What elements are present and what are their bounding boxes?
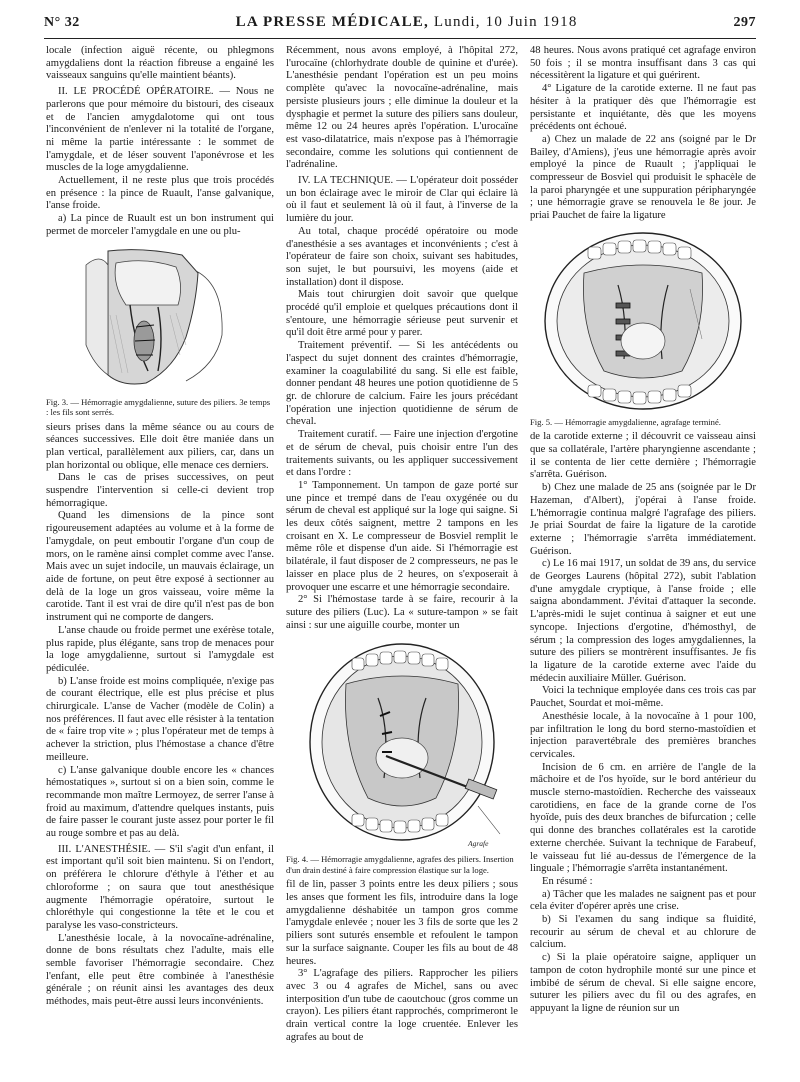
- paragraph: Voici la technique employée dans ces trois cas par Pauchet, Sourdat et moi-même.: [530, 685, 756, 710]
- paragraph: c) Le 16 mai 1917, un soldat de 39 ans, du service de Georges Laurens (hôpital 272), subit l'ablation d'une amygdale cryptique, à l'anse froide ; elle saigna abondamment. J'évitai d'attaquer la seconde. L'après-midi le sujet continua à saigner et eut une syncope. Injections d'ergotine, d'hémosthyl, de sérum ; la compression des loges amygdaliennes, la suture des piliers se montrèrent insuffisantes. Je fis la ligature de la carotide externe avec l'aide du médecin auxiliaire Müller. Guérison.: [530, 558, 756, 684]
- paragraph: Anesthésie locale, à la novocaïne à 1 pour 100, par infiltration le long du bord sterno-mastoïdien et injection paravertébrale des premières branches cervicales.: [530, 710, 756, 760]
- header-rule: [44, 38, 756, 39]
- paragraph: de la carotide externe ; il découvrit ce vaisseau ainsi que sa collatérale, l'artère pharyngienne ascendante ; il se contenta de lier cette dernière ; l'hémorragie s'arrêta. Guérison.: [530, 431, 756, 481]
- paragraph: a) La pince de Ruault est un bon instrument qui permet de morceler l'amygdale en une ou plu-: [46, 213, 274, 237]
- paragraph: Mais tout chirurgien doit savoir que quelque procédé qu'il emploie et quelques précautions dont il s'entoure, une hémorragie sérieuse peut survenir et qu'il doit être armé pour y parer.: [286, 289, 518, 339]
- figure-5: [530, 229, 756, 428]
- paragraph: Incision de 6 cm. en arrière de l'angle de la mâchoire et de l'os hyoïde, sur le bord antérieur du muscle sterno-mastoïdien. Recherche des vaisseaux carotidiens, en face de la grande corne de l'os hyoïde, puis des deux branches de bifurcation ; celle qui donne des branches collatérales est la carotide externe cherchée. Suivant la technique de Farabeuf, le vaisseau fut lié au-dessus de l'émergence de la linguale ; l'hémorragie s'arrêta instantanément.: [530, 761, 756, 875]
- paragraph: b) Si l'examen du sang indique sa fluidité, recourir au sérum de cheval et au chlorure de calcium.: [530, 914, 756, 951]
- paragraph: 4° Ligature de la carotide externe. Il ne faut pas hésiter à la pratiquer dès que l'hémorragie est persistante et inquiétante, dès que les moyens précédents ont échoué.: [530, 83, 756, 133]
- column-2: [286, 45, 518, 1044]
- figure-4-caption: Fig. 4. — Hémorragie amygdalienne, agrafes des piliers. Insertion d'un drain destiné à faire compression élastique sur la loge.: [286, 854, 514, 875]
- page-number: 297: [733, 15, 756, 30]
- paragraph: L'anse chaude ou froide permet une exérèse totale, plus rapide, plus élégante, sans trop de menaces pour la loge amygdalienne, surtout si l'amygdale est pédiculée.: [46, 624, 274, 674]
- journal-title-line: [236, 14, 578, 31]
- paragraph: locale (infection aiguë récente, ou phlegmons amygdaliens dont la réaction fibreuse a engainé les vaisseaux sanguins qu'elle maintient béants).: [46, 45, 274, 82]
- paragraph: Au total, chaque procédé opératoire ou mode d'anesthésie a ses avantages et inconvénients ; c'est à l'opérateur de faire son choix, suivant ses habitudes, son sujet, le but poursuivi, les moyens (aide et installation) dont il dispose.: [286, 225, 518, 288]
- paragraph: 48 heures. Nous avons pratiqué cet agrafage environ 50 fois ; il se montra insuffisant dans 3 cas qui nécessitèrent la ligature et qui guérirent.: [530, 45, 756, 82]
- paragraph: En résumé :: [542, 875, 593, 887]
- paragraph: a) Tâcher que les malades ne saignent pas et pour cela éviter d'opérer après une crise.: [530, 888, 756, 913]
- paragraph: 1° Tamponnement. Un tampon de gaze porté sur une pince et trempé dans de l'eau oxygénée ou du sérum de cheval est appliqué sur la loge qui saigne. Si les deux côtés saignent, mettre 2 tampons en les croisant en X. Le compresseur de Bosviel remplit le même rôle et dispense d'un aide. Si l'hémorragie est bilatérale, il faut disposer de 2 compresseurs, ne pas le laisser en place plus de 2 heures, on s'exposerait à provoquer une escarre et une hémorragie secondaire.: [286, 479, 518, 593]
- journal-title: LA PRESSE MÉDICALE,: [235, 14, 429, 30]
- section-technique: IV. LA TECHNIQUE. — L'opérateur doit posséder un bon éclairage avec le miroir de Clar qui éclaire là où il faut et seulement là où il faut, à l'inverse de la lumière du jour.: [286, 175, 518, 225]
- paragraph: Quand les dimensions de la pince sont rigoureusement adaptées au volume et à la forme de l'amygdale, on peut emboutir l'organe d'un coup de mors, on le ramène ainsi complet comme avec l'anse. Mais avec un sujet indocile, un mauvais éclairage, un aide de fortune, on peut être exposé à sectionner au delà de la loge un gros vaisseau, voire même la carotide. Tant il est vrai de dire qu'il n'est pas de bon instrument qui ne comporte de dangers.: [46, 510, 274, 624]
- figure-5-illustration: [530, 229, 756, 415]
- paragraph: fil de lin, passer 3 points entre les deux piliers ; sous les anses que forment les fils, introduire dans la loge amygdalienne déshabitée un tampon gros comme l'amygdale enlevée ; nouer les 3 fils de sorte que les 2 piliers sont suturés ensemble et refoulent le tampon sur la surface saignante. Couper les fils au bout de 48 heures.: [286, 879, 518, 967]
- paragraph: Traitement préventif. — Si les antécédents ou l'aspect du sujet donnent des craintes d'hémorragie, examiner la coagulabilité du sang. Si elle est faible, donner pendant 48 heures une potion quotidienne de 5 gr. de chlorure de calcium. Faire les jours précédant l'opération une injection quotidienne de sérum de cheval.: [286, 340, 518, 428]
- paragraph: c) Si la plaie opératoire saigne, appliquer un tampon de coton hydrophile monté sur une pince et imbibé de sérum de cheval. Si elle saigne encore, suturer les piliers avec du fil ou des agrafes, en appuyant la ligne de réunion sur un: [530, 952, 756, 1014]
- figure-4: [286, 638, 518, 875]
- paragraph: Actuellement, il ne reste plus que trois procédés en présence : la pince de Ruault, l'anse galvanique, l'anse froide.: [46, 175, 274, 212]
- column-3: [530, 45, 756, 1016]
- figure-3-caption: Fig. 3. — Hémorragie amygdalienne, suture des piliers. 3e temps : les fils sont serrés.: [46, 396, 271, 418]
- figure-4-illustration: [286, 638, 518, 852]
- paragraph: Dans le cas de prises successives, on peut suspendre l'intervention si celle-ci devient trop hémorragique.: [46, 472, 274, 509]
- figure-3: [46, 245, 274, 418]
- issue-number: N° 32: [44, 15, 80, 30]
- figure-4-label: Agrafe: [468, 839, 489, 849]
- section-anesthesie: III. L'ANESTHÉSIE. — S'il s'agit d'un enfant, il est important qu'il soit bien maintenu. Si on l'endort, on préférera le chlorure d'éthyle à l'éther et au chloroforme ; on saura que tout anesthésique augmente l'hémorragie opératoire, surtout le chloréthyle qui congestionne la tête et le cou et paralyse les vaso-constricteurs.: [46, 843, 274, 931]
- paragraph: a) Chez un malade de 22 ans (soigné par le Dr Bailey, d'Amiens), j'eus une hémorragie après avoir employé la pince de Ruault ; j'appliquai le compresseur de Bosviel qui produisit le sphacèle de la paroi pharyngée et une suppuration péripharyngée ; une hémorragie grave se renouvela le 8e jour. Je priai Pauchet de faire la ligature: [530, 133, 756, 222]
- column-1: [46, 45, 274, 1009]
- figure-5-caption: Fig. 5. — Hémorragie amygdalienne, agrafage terminé.: [530, 416, 721, 427]
- paragraph: Récemment, nous avons employé, à l'hôpital 272, l'urocaïne (chlorhydrate double de quinine et d'urée). L'anesthésie pendant l'opération est un peu moins complète qu'avec la novocaïne-adrénaline, mais persiste plusieurs jours ; elle diminue la douleur et la dysphagie et permet la suture des piliers sans douleur, même 12 ou 24 heures après l'opération. L'urocaïne est vaso-dilatatrice, mais n'expose pas à l'hémorragie secondaire, comme les solutions qui contiennent de l'adrénaline.: [286, 45, 518, 171]
- paragraph: 3° L'agrafage des piliers. Rapprocher les piliers avec 3 ou 4 agrafes de Michel, sans ou avec interposition d'un tube de caoutchouc (gros comme un crayon). Les piliers étant rapprochés, comprimeront le drain vertical contre la loge cruentée. Enlever les agrafes au bout de: [286, 968, 518, 1043]
- issue-date: Lundi, 10 Juin 1918: [433, 14, 578, 30]
- paragraph: Traitement curatif. — Faire une injection d'ergotine et de sérum de cheval, puis choisir entre l'un des traitements suivants, ou les appliquer successivement et dans l'ordre :: [286, 429, 518, 479]
- paragraph: L'anesthésie locale, à la novocaïne-adrénaline, donne de bons résultats chez l'adulte, mais elle semble favoriser l'hémorragie secondaire. Chez l'enfant, elle peut être combinée à l'anesthésie générale ; on réunit ainsi les avantages des deux méthodes, mais peut-être aussi leurs inconvénients.: [46, 932, 274, 1008]
- paragraph: b) Chez une malade de 25 ans (soignée par le Dr Hazeman, d'Albert), j'opérai à l'anse froide. L'hémorragie continua malgré l'agrafage des piliers. Je priai Sourdat de faire la ligature de la carotide externe ; l'hémorragie s'arrêta immédiatement. Guérison.: [530, 482, 756, 557]
- paragraph: c) L'anse galvanique double encore les « chances hémostatiques », surtout si on a bien soin, comme le recommande mon maître Lermoyez, de serrer l'anse à froid au maximum, d'attendre quelques instants, puis de faire passer le courant juste assez pour porter le fil au rouge sombre et pas au delà.: [46, 764, 274, 840]
- figure-3-illustration: [46, 245, 274, 395]
- paragraph: b) L'anse froide est moins compliquée, n'exige pas de courant électrique, elle est plus précise et plus chirurgicale. L'anse de Vacher (modèle de Colin) a nos préférences. Il faut avec elle résister à la tentation de « faire trop vite » ; plus l'opérateur met de temps à achever la striction, plus l'hémostase a chance d'être meilleure.: [46, 675, 274, 763]
- paragraph: sieurs prises dans la même séance ou au cours de séances successives. Elle doit être maniée dans un plan vertical, parallèlement aux piliers, car, dans un plan horizontal ou oblique, elle menace ces derniers.: [46, 421, 274, 471]
- paragraph: 2° Si l'hémostase tarde à se faire, recourir à la suture des piliers (Luc). La « suture-tampon » se fait ainsi : sur une aiguille courbe, monter un: [286, 594, 518, 631]
- page-header: [44, 14, 756, 36]
- section-procede: II. LE PROCÉDÉ OPÉRATOIRE. — Nous ne parlerons que pour mémoire du bistouri, des ciseaux et de l'ancien amygdalotome qui ont tous l'inconvénient de n'enlever ni la totalité de l'organe, ni même la partie intéressante : le sommet de l'amygdale, et de léser souvent l'aponévrose et les muscles de la loge amygdalienne.: [46, 86, 274, 174]
